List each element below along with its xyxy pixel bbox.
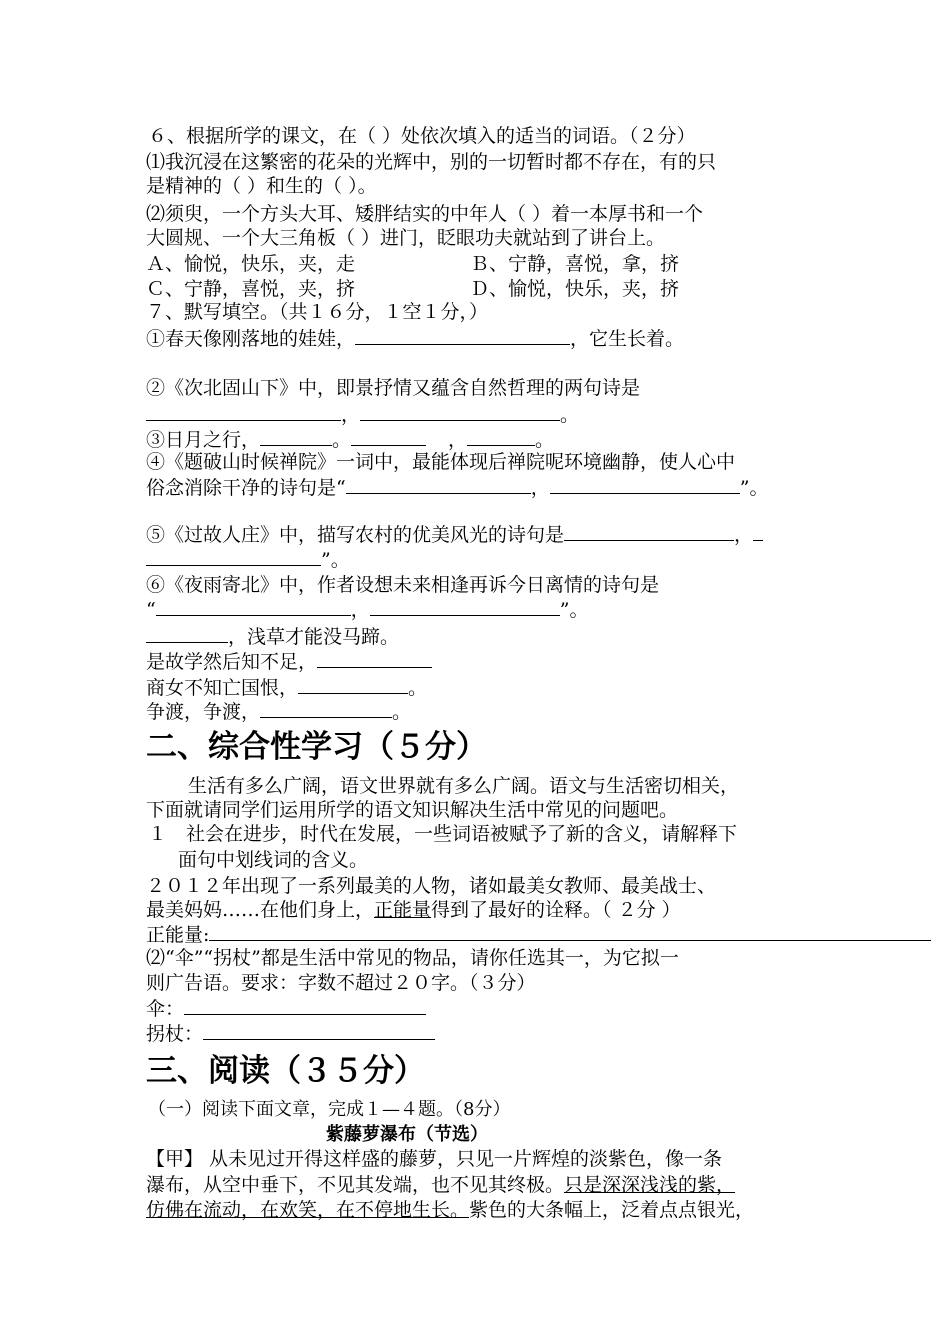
answer-blank[interactable] <box>184 996 426 1015</box>
answer-blank[interactable] <box>550 475 740 494</box>
q7-item8 <box>146 649 432 674</box>
q6-option-d: Ｄ、愉悦，快乐，夹，挤 <box>470 278 680 300</box>
punctuation: 。 <box>332 429 352 451</box>
item4-text: 俗念消除干净的诗句是“ <box>146 477 346 499</box>
answer-blank[interactable] <box>260 427 332 446</box>
q7-item3 <box>146 427 554 452</box>
answer-blank[interactable] <box>564 522 734 541</box>
q7-item10 <box>146 699 411 724</box>
answer-blank[interactable] <box>146 547 321 566</box>
item1-text-before: ①春天像刚落地的娃娃， <box>146 328 356 350</box>
item1-text-after: ，它生长着。 <box>570 328 685 350</box>
punctuation: ， <box>350 599 370 621</box>
section2-q1-line4 <box>146 898 681 922</box>
q6-sentence2-line1: ⑵须臾，一个方头大耳、矮胖结实的中年人（ ）着一本厚书和一个 <box>146 203 704 225</box>
passage-line3 <box>146 1198 754 1222</box>
answer-blank[interactable] <box>203 1021 435 1040</box>
passage-line1: 【甲】 从未见过开得这样盛的藤萝，只见一片辉煌的淡紫色，像一条 <box>146 1148 723 1170</box>
section2-q1-line2: 面句中划线词的含义。 <box>178 849 369 871</box>
answer-blank[interactable] <box>317 649 432 668</box>
answer-blank[interactable] <box>467 427 535 446</box>
q7-title: ７、默写填空。（共１６分，１空１分，） <box>146 301 489 323</box>
q6-option-c: Ｃ、宁静，喜悦，夹，挤 <box>146 278 356 300</box>
underlined-sentence: 只是深深浅浅的紫， <box>564 1174 736 1196</box>
passage-title: 紫藤萝瀑布（节选） <box>326 1124 488 1145</box>
q7-item7 <box>146 624 399 649</box>
punctuation: ”。 <box>321 549 350 571</box>
section2-intro-line2: 下面就请同学们运用所学的语文知识解决生活中常见的问题吧。 <box>146 799 679 821</box>
answer-label: 伞： <box>146 998 185 1020</box>
underlined-term: 正能量 <box>374 899 432 921</box>
underlined-sentence: 仿佛在流动，在欢笑，在不停地生长。 <box>146 1199 470 1221</box>
punctuation: ”。 <box>559 599 589 621</box>
punctuation: “ <box>146 599 156 621</box>
item3-text: ③日月之行， <box>146 429 261 451</box>
q7-item6-line1: ⑥《夜雨寄北》中，作者设想未来相逢再诉今日离情的诗句是 <box>146 574 660 596</box>
answer-blank[interactable] <box>209 922 931 941</box>
section2-intro-line1: 生活有多么广阔，语文世界就有多么广阔。语文与生活密切相关， <box>188 775 740 797</box>
q7-item5-line2 <box>146 547 350 572</box>
q7-item4-line2 <box>146 475 768 500</box>
section2-q1-answer <box>146 922 931 947</box>
section3-heading: 三、阅读（３５分） <box>146 1053 425 1089</box>
punctuation: ， <box>530 477 550 499</box>
q7-item2: ②《次北固山下》中，即景抒情又蕴含自然哲理的两句诗是 <box>146 377 641 399</box>
item10-text: 争渡，争渡， <box>146 701 261 723</box>
section2-q2-umbrella <box>146 996 426 1021</box>
answer-blank[interactable] <box>355 326 570 345</box>
item5-text: ⑤《过故人庄》中，描写农村的优美风光的诗句是 <box>146 524 565 546</box>
q7-item6-line2 <box>146 597 588 622</box>
answer-label: 正能量: <box>146 924 210 946</box>
answer-blank[interactable] <box>360 402 560 421</box>
q7-item5-line1 <box>146 522 763 547</box>
q6-title: ６、根据所学的课文，在（ ）处依次填入的适当的词语。（２分） <box>148 125 696 147</box>
answer-blank[interactable] <box>370 597 560 616</box>
q7-item9 <box>146 675 427 700</box>
q6-option-b: Ｂ、宁静，喜悦，拿，挤 <box>470 253 680 275</box>
item9-text: 商女不知亡国恨， <box>146 677 299 699</box>
q1-text-before: 最美妈妈……在他们身上， <box>146 899 375 921</box>
q6-sentence1-line1: ⑴我沉浸在这繁密的花朵的光辉中，别的一切暂时都不存在，有的只 <box>146 151 717 173</box>
punctuation: 。 <box>408 677 428 699</box>
q7-item1 <box>146 326 684 351</box>
punctuation: ， <box>734 524 754 546</box>
passage-text: 紫色的大条幅上，泛着点点银光， <box>469 1199 755 1221</box>
punctuation: 。 <box>560 404 580 426</box>
section3-subheading: （一）阅读下面文章，完成１—４题。（8分） <box>148 1099 511 1120</box>
answer-blank[interactable] <box>298 675 408 694</box>
section2-q2-cane <box>146 1021 435 1046</box>
section2-q2-line1: ⑵“伞”“拐杖”都是生活中常见的物品，请你任选其一，为它拟一 <box>146 947 679 969</box>
section2-heading: 二、综合性学习（５分） <box>146 729 487 765</box>
item8-text: 是故学然后知不足， <box>146 651 318 673</box>
answer-blank[interactable] <box>146 402 341 421</box>
answer-blank[interactable] <box>156 597 351 616</box>
q6-sentence2-line2: 大圆规、一个大三角板（ ）进门，眨眼功夫就站到了讲台上。 <box>146 227 666 249</box>
answer-blank[interactable] <box>146 624 228 643</box>
q1-text-after: 得到了最好的诠释。（ ２分 ） <box>431 899 681 921</box>
answer-label: 拐杖： <box>146 1023 204 1045</box>
item7-text: ，浅草才能没马蹄。 <box>228 626 400 648</box>
q7-item2-answers <box>146 402 579 427</box>
section2-q1-line1: １ 社会在进步，时代在发展，一些词语被赋予了新的含义，请解释下 <box>148 823 738 845</box>
answer-blank[interactable] <box>351 427 426 446</box>
punctuation: 。 <box>535 429 555 451</box>
punctuation: ”。 <box>739 477 769 499</box>
q6-sentence1-line2: 是精神的（ ）和生的（ ）。 <box>146 175 377 197</box>
answer-blank[interactable] <box>260 699 392 718</box>
punctuation: 。 <box>392 701 412 723</box>
section2-q2-line2: 则广告语。要求：字数不超过２０字。（３分） <box>146 972 536 994</box>
answer-blank[interactable] <box>753 522 763 541</box>
passage-line2 <box>146 1173 735 1197</box>
q7-item4-line1: ④《题破山时候禅院》一词中，最能体现后禅院呢环境幽静，使人心中 <box>146 451 736 473</box>
punctuation: ， <box>448 429 468 451</box>
section2-q1-line3: ２０１２年出现了一系列最美的人物，诸如最美女教师、最美战士、 <box>146 875 717 897</box>
answer-blank[interactable] <box>346 475 531 494</box>
punctuation: ， <box>341 404 361 426</box>
passage-text: 瀑布，从空中垂下，不见其发端，也不见其终极。 <box>146 1174 565 1196</box>
q6-option-a: Ａ、愉悦，快乐，夹，走 <box>146 253 356 275</box>
